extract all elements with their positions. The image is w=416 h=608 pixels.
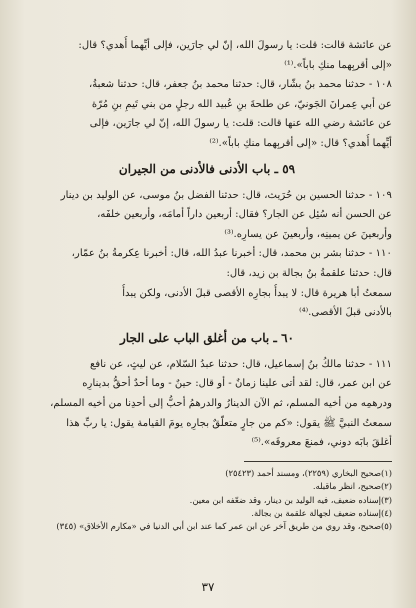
text-line: سمعتُ النبيَّ ﷺ يقول: «كم من جارٍ متعلّقٌ بجارِه يومَ القيامة يقول: يا ربِّ هذا: [66, 417, 392, 429]
page-number: ٣٧: [201, 580, 215, 594]
text-line: «إلى أقربِهما منكِ باباً».⁽¹⁾: [284, 59, 392, 71]
footnote: (٢)صحيح، انظر ماقبله.: [312, 481, 392, 492]
text-line: ١٠٩ - حدثنا الحسين بن حُرَيث، قال: حدثنا الفضل بنُ موسى، عن الوليد بن دينار: [60, 189, 392, 201]
text-line: ١١٠ - حدثنا بشر بن محمد، قال: أخبرنا عبدُ الله، قال: أخبرنا عِكرمةُ بنُ عمّار،: [71, 248, 392, 260]
text-line: عن عائشة قالت: قلت: يا رسولَ الله، إنّ لي جارَين، فإلى أيِّهما أُهدي؟ قال:: [78, 40, 392, 51]
text-line: ودرهمِه من أخيه المسلم، ثم الآن الدينارُ والدرهمُ أحبُّ إلى أحدِنا من أخيه المسلم،: [50, 397, 392, 409]
text-line: عن الحسن أنه سُئِل عن الجار؟ فقال: أربعين داراً أمامَه، وأربعين خلفَه،: [97, 209, 392, 221]
footnote: (٣)إسناده ضعيف، فيه الوليد بن دينار، وقد ضعّفه ابن معين.: [189, 494, 392, 505]
text-line: سمعتُ أبا هريرة قال: لا يبدأُ بجارِه الأقصى قبلَ الأدنى، ولكن يبدأُ: [122, 287, 392, 299]
text-line: عن أبي عِمرانَ الجَونيّ، عن طلحةَ بنِ عُبيد الله رجلٍ من بني تَيمِ بنِ مُرّة: [91, 98, 392, 110]
text-line: قال: حدثنا علقمةُ بنُ بجالة بن زيد، قال:: [226, 267, 392, 279]
footnote-divider: [244, 461, 392, 465]
text-line: ١٠٨ - حدثنا محمد بنُ بشّار، قال: حدثنا محمد بنُ جعفر، قال: حدثنا شعبةُ،: [88, 79, 392, 91]
footnotes: [22, 467, 392, 534]
footnote: (٤)إسناده ضعيف لجهالة علقمة بن بجالة.: [251, 507, 392, 518]
text-line: ١١١ - حدثنا مالكُ بنُ إسماعيل، قال: حدثنا عبدُ السّلام، عن ليثٍ، عن نافع: [89, 358, 392, 370]
footnote: (٥)صحيح، وقد روي من طريق آخر عن ابن عمر كما عند ابن أبي الدنيا في «مكارم الأخلاق» (٣٤٥): [56, 521, 392, 532]
text-line: عن عائشة رضي الله عنها قالت: قلت: يا رسولَ الله، إنّ لي جارَين، فإلى: [89, 118, 392, 130]
footnote: (١)صحيح البخاري (٢٢٥٩)، ومسند أحمد (٢٥٤٢٣): [225, 467, 392, 478]
text-block-a: [22, 36, 392, 154]
text-line: وأربعينَ عن يمينِه، وأربعينَ عن يسارِه.⁽³⁾: [224, 228, 392, 240]
chapter-heading-59: ٥٩ ـ باب الأدنى فالأدنى من الجيران: [118, 161, 296, 176]
chapter-heading-60: ٦٠ ـ باب من أغلق الباب على الجار: [120, 330, 294, 345]
text-block-b: [22, 186, 392, 323]
page-content: [22, 36, 392, 534]
text-line: أغلقَ بابَه دوني، فمنعَ معروفَه».⁽⁵⁾: [251, 437, 392, 449]
text-line: أيِّهما أُهدي؟ قال: «إلى أقربِهما منكِ باباً».⁽²⁾: [209, 137, 392, 149]
text-line: بالأدنى قبلَ الأقصى.⁽⁴⁾: [299, 307, 392, 319]
text-line: عن ابن عمر، قال: لقد أتى علينا زمانٌ - أو قال: حينٌ - وما أحدٌ أحقُّ بدينارِه: [82, 378, 392, 390]
text-block-c: [22, 355, 392, 453]
